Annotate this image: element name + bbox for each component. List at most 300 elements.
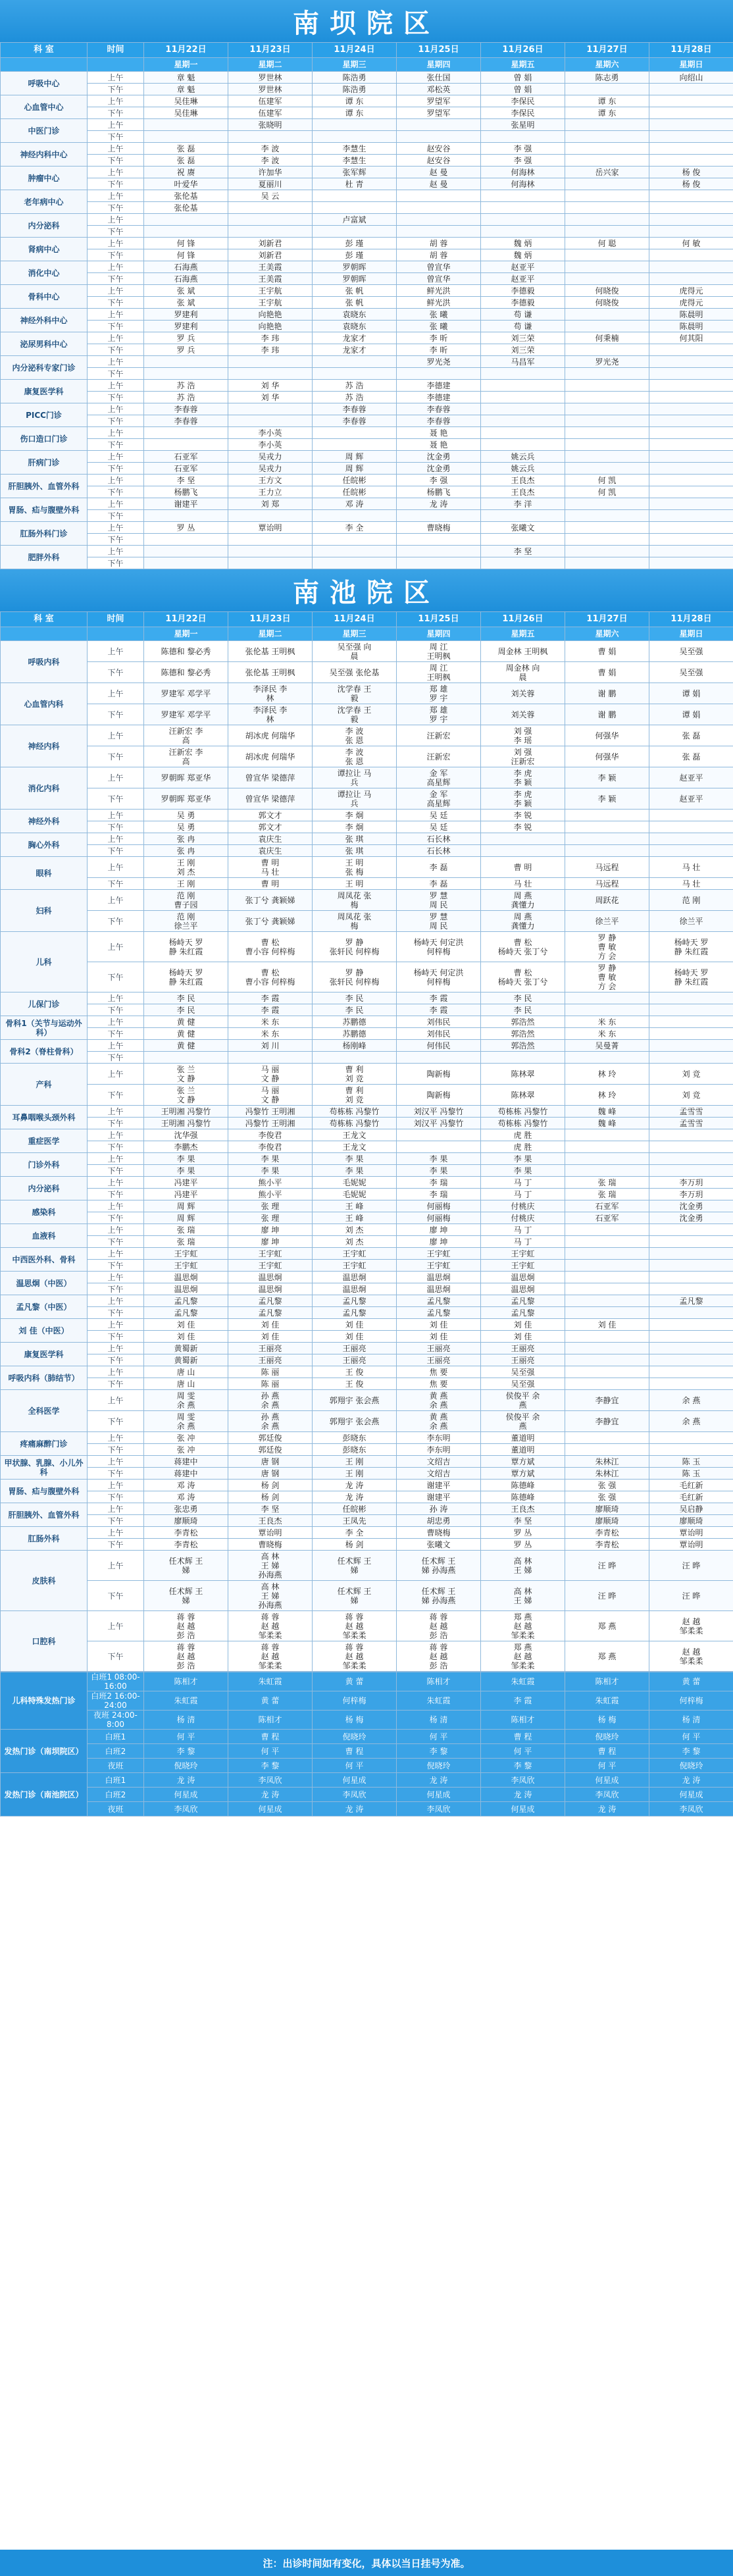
south-row [1, 1307, 733, 1319]
doctor-name: 付桃庆 [511, 1201, 535, 1211]
doctor-name: 杨峙天 何定洪 [413, 937, 464, 947]
south-doctor-cell [649, 857, 733, 878]
doctor-name: 陈 丽 [261, 1367, 280, 1377]
doctor-name: 刘 强 [513, 726, 532, 736]
doctor-name: 何 凯 [597, 475, 617, 485]
north-row [1, 285, 733, 297]
doctor-name: 杨刚峰 [342, 1041, 366, 1050]
south-dept-name: 消化内科 [1, 767, 88, 810]
south-doctor-cell [649, 1064, 733, 1085]
doctor-name: 孟凡黎 [258, 1308, 282, 1318]
south-doctor-cell [313, 1319, 397, 1331]
doctor-name: 李 霞 [261, 993, 280, 1003]
south-doctor-cell [144, 1444, 228, 1456]
doctor-name: 米 东 [597, 1017, 617, 1027]
north-doctor-cell [144, 534, 228, 546]
doctor-name: 李 锐 [513, 822, 532, 832]
north-doctor-cell [313, 131, 397, 143]
doctor-name: 毛妮妮 [342, 1189, 366, 1199]
south-row [1, 1016, 733, 1028]
south-doctor-cell [397, 1468, 481, 1480]
south-doctor-cell [313, 1378, 397, 1390]
doctor-name: 张 强 [597, 1492, 617, 1502]
north-row [1, 226, 733, 238]
doctor-name: 金 军 [429, 768, 448, 778]
doctor-name: 张轩民 何梓梅 [329, 977, 380, 987]
south-doctor-cell [397, 1212, 481, 1224]
north-doctor-cell [228, 309, 313, 321]
doctor-name: 王宇虹 [511, 1260, 535, 1270]
doctor-name: 温思炯 [342, 1284, 366, 1294]
north-doctor-cell [313, 297, 397, 309]
doctor-name: 冯建平 [174, 1177, 198, 1187]
doctor-name: 王 娣 [261, 1591, 280, 1601]
doctor-name: 曹 程 [261, 1732, 280, 1741]
doctor-name: 郭廷俊 [258, 1433, 282, 1443]
south-doctor-cell [397, 1527, 481, 1539]
doctor-name: 刘 竞 [345, 1073, 364, 1083]
north-doctor-cell [481, 285, 565, 297]
south-doctor-cell [565, 1307, 649, 1319]
doctor-name: 晨 [518, 672, 527, 682]
south-doctor-cell [565, 911, 649, 932]
south-row [1, 1189, 733, 1200]
north-doctor-cell [228, 510, 313, 522]
doctor-name: 李万玥 [679, 1189, 703, 1199]
south-doctor-cell [649, 1085, 733, 1106]
doctor-name: 李 果 [429, 1154, 448, 1164]
north-doctor-cell [228, 155, 313, 167]
doctor-name: 杨 剑 [261, 1492, 280, 1502]
fever-doctor-cell [313, 1802, 397, 1816]
north-doctor-cell [649, 344, 733, 356]
south-row [1, 1611, 733, 1641]
south-doctor-cell [565, 1028, 649, 1040]
north-doctor-cell [565, 273, 649, 285]
fever-row [1, 1711, 733, 1730]
doctor-name: 李 果 [513, 1154, 532, 1164]
south-doctor-cell [228, 857, 313, 878]
doctor-name: 龙 涛 [261, 1790, 280, 1799]
doctor-name: 虎 胜 [513, 1130, 532, 1140]
doctor-name: 罗光尧 [426, 357, 451, 367]
doctor-name: 汪新宏 李 [168, 747, 203, 757]
doctor-name: 张 冲 [176, 1433, 195, 1443]
doctor-name: 金 军 [429, 789, 448, 799]
south-doctor-cell [481, 1527, 565, 1539]
north-doctor-cell [481, 119, 565, 131]
south-doctor-cell [313, 1236, 397, 1248]
north-doctor-cell [565, 119, 649, 131]
north-row [1, 546, 733, 557]
south-doctor-cell [144, 1141, 228, 1153]
north-doctor-cell [228, 285, 313, 297]
doctor-name: 文绍吉 [426, 1456, 451, 1466]
south-doctor-cell [481, 1118, 565, 1129]
south-doctor-cell [649, 1177, 733, 1189]
south-doctor-cell [565, 1390, 649, 1411]
north-doctor-cell [649, 309, 733, 321]
fever-doctor-cell [228, 1744, 313, 1759]
south-doctor-cell [397, 1064, 481, 1085]
south-doctor-cell [397, 1085, 481, 1106]
north-doctor-cell [397, 309, 481, 321]
south-doctor-cell [313, 767, 397, 788]
south-time-slot: 上午 [88, 1480, 144, 1491]
south-row [1, 1456, 733, 1468]
south-doctor-cell [481, 1189, 565, 1200]
doctor-name: 曾 娟 [513, 72, 532, 82]
north-doctor-cell [649, 392, 733, 403]
south-dept-name: 妇科 [1, 890, 88, 932]
north-doctor-cell [565, 297, 649, 309]
south-doctor-cell [144, 1390, 228, 1411]
south-doctor-cell [565, 1153, 649, 1165]
south-time-slot: 下午 [88, 1052, 144, 1064]
south-header-date: 11月26日 [481, 612, 565, 627]
fever-doctor-cell [228, 1711, 313, 1730]
north-doctor-cell [144, 380, 228, 392]
doctor-name: 马远程 [595, 862, 619, 872]
doctor-name: 罗 慧 [429, 890, 448, 900]
doctor-name: 周 江 [429, 663, 448, 673]
south-doctor-cell [228, 1551, 313, 1581]
south-doctor-cell [144, 1343, 228, 1354]
north-doctor-cell [481, 415, 565, 427]
south-doctor-cell [313, 683, 397, 704]
north-header-date: 11月25日 [397, 43, 481, 58]
north-doctor-cell [397, 202, 481, 214]
doctor-name: 杨峙天 罗 [674, 967, 709, 977]
south-doctor-cell [481, 1212, 565, 1224]
doctor-name: 汪新宏 [426, 731, 451, 740]
doctor-name: 王 俊 [345, 1379, 364, 1389]
doctor-name: 刘三荣 [511, 333, 535, 343]
doctor-name: 高 [182, 735, 190, 745]
north-time-slot: 下午 [88, 107, 144, 119]
north-time-slot: 上午 [88, 356, 144, 368]
south-doctor-cell [397, 1016, 481, 1028]
north-doctor-cell [649, 415, 733, 427]
south-doctor-cell [565, 1189, 649, 1200]
north-doctor-cell [144, 167, 228, 178]
south-doctor-cell [313, 1539, 397, 1551]
doctor-name: 刘 竞 [682, 1090, 701, 1100]
south-doctor-cell [228, 833, 313, 845]
doctor-name: 李 果 [429, 1166, 448, 1175]
south-doctor-cell [313, 1141, 397, 1153]
south-doctor-cell [481, 1551, 565, 1581]
doctor-name: 倪晓玲 [679, 1761, 703, 1770]
doctor-name: 张 斌 [176, 297, 195, 307]
south-doctor-cell [144, 1064, 228, 1085]
south-doctor-cell [481, 1260, 565, 1272]
doctor-name: 李东明 [426, 1433, 451, 1443]
doctor-name: 陶新梅 [426, 1069, 451, 1079]
south-doctor-cell [313, 821, 397, 833]
north-doctor-cell [481, 475, 565, 486]
doctor-name: 任术辉 王 [421, 1556, 456, 1566]
south-time-slot: 下午 [88, 788, 144, 810]
doctor-name: 罗 兵 [176, 345, 195, 355]
south-doctor-cell [313, 992, 397, 1004]
south-doctor-cell [481, 1581, 565, 1611]
north-time-slot: 上午 [88, 238, 144, 249]
south-doctor-cell [649, 1153, 733, 1165]
north-doctor-cell [313, 463, 397, 475]
doctor-name: 王 俊 [345, 1367, 364, 1377]
doctor-name: 赵亚平 [679, 773, 703, 783]
doctor-name: 胡 蓉 [429, 250, 448, 260]
doctor-name: 李春蓉 [342, 416, 366, 426]
doctor-name: 赵亚平 [511, 274, 535, 284]
doctor-name: 罗建利 [174, 309, 198, 319]
south-doctor-cell [144, 683, 228, 704]
doctor-name: 谭 东 [345, 108, 364, 118]
south-doctor-cell [397, 1052, 481, 1064]
doctor-name: 罗 静 [345, 937, 364, 947]
south-row [1, 1491, 733, 1503]
doctor-name: 陈相才 [426, 1677, 451, 1686]
fever-doctor-cell [481, 1672, 565, 1691]
south-time-slot: 下午 [88, 845, 144, 857]
south-time-slot: 上午 [88, 1366, 144, 1378]
north-doctor-cell [649, 534, 733, 546]
doctor-name: 吴 廷 [429, 810, 448, 820]
north-doctor-cell [649, 178, 733, 190]
north-doctor-cell [397, 498, 481, 510]
south-doctor-cell [228, 932, 313, 962]
doctor-name: 邹柔柔 [258, 1630, 282, 1640]
doctor-name: 付桃庆 [511, 1213, 535, 1223]
south-doctor-cell [397, 1343, 481, 1354]
south-doctor-cell [397, 962, 481, 992]
doctor-name: 任术辉 王 [168, 1556, 203, 1566]
doctor-name: 汪新宏 [511, 756, 535, 766]
south-doctor-cell [144, 1106, 228, 1118]
doctor-name: 冯黎竹 王明湘 [245, 1106, 295, 1116]
north-row [1, 380, 733, 392]
south-doctor-cell [397, 890, 481, 911]
south-header-date: 11月25日 [397, 612, 481, 627]
doctor-name: 吴 勇 [176, 810, 195, 820]
doctor-name: 娣 [182, 1595, 190, 1605]
doctor-name: 沈金勇 [426, 463, 451, 473]
doctor-name: 娣 [182, 1565, 190, 1575]
south-doctor-cell [313, 1295, 397, 1307]
south-doctor-cell [649, 890, 733, 911]
doctor-name: 刘 竞 [682, 1069, 701, 1079]
south-doctor-cell [565, 1224, 649, 1236]
doctor-name: 曹 利 [345, 1064, 364, 1074]
doctor-name: 陈晨明 [679, 321, 703, 331]
south-doctor-cell [565, 1200, 649, 1212]
fever-doctor-cell [228, 1788, 313, 1802]
south-doctor-cell [397, 1539, 481, 1551]
south-doctor-cell [649, 1444, 733, 1456]
north-header-blank [1, 58, 88, 72]
south-time-slot: 下午 [88, 1028, 144, 1040]
south-doctor-cell [565, 1378, 649, 1390]
south-time-slot: 下午 [88, 1411, 144, 1432]
doctor-name: 许加华 [258, 167, 282, 177]
north-doctor-cell [565, 522, 649, 534]
south-time-slot: 上午 [88, 1200, 144, 1212]
doctor-name: 虎得元 [679, 286, 703, 296]
doctor-name: 魏 炳 [513, 250, 532, 260]
doctor-name: 吴至强 向 [337, 642, 372, 652]
south-doctor-cell [144, 1456, 228, 1468]
south-time-slot: 上午 [88, 1040, 144, 1052]
fever-row [1, 1802, 733, 1816]
south-row [1, 1118, 733, 1129]
doctor-name: 李鹏杰 [174, 1142, 198, 1152]
north-doctor-cell [144, 214, 228, 226]
south-doctor-cell [565, 1236, 649, 1248]
north-doctor-cell [397, 392, 481, 403]
north-doctor-cell [565, 131, 649, 143]
north-time-slot: 上午 [88, 261, 144, 273]
south-doctor-cell [649, 1331, 733, 1343]
south-time-slot: 上午 [88, 1390, 144, 1411]
south-doctor-cell [481, 1004, 565, 1016]
south-doctor-cell [649, 1551, 733, 1581]
north-doctor-cell [481, 522, 565, 534]
north-doctor-cell [144, 403, 228, 415]
south-doctor-cell [649, 1378, 733, 1390]
doctor-name: 周 江 [429, 642, 448, 652]
north-doctor-cell [649, 131, 733, 143]
north-dept-name: 肛肠外科门诊 [1, 522, 88, 546]
doctor-name: 李 颖 [597, 794, 617, 804]
doctor-name: 何丽梅 [426, 1213, 451, 1223]
south-doctor-cell [144, 857, 228, 878]
doctor-name: 夏丽川 [258, 179, 282, 189]
doctor-name: 石海燕 [174, 262, 198, 272]
fever-doctor-cell [649, 1672, 733, 1691]
south-doctor-cell [228, 1343, 313, 1354]
doctor-name: 苟 谦 [513, 321, 532, 331]
south-row [1, 1444, 733, 1456]
south-doctor-cell [144, 1283, 228, 1295]
fever-doctor-cell [228, 1759, 313, 1773]
north-doctor-cell [397, 332, 481, 344]
north-header-weekday: 星期日 [649, 58, 733, 72]
doctor-name: 苏鹏德 [342, 1017, 366, 1027]
north-time-slot: 上午 [88, 498, 144, 510]
south-doctor-cell [228, 1085, 313, 1106]
fever-doctor-cell [481, 1744, 565, 1759]
south-doctor-cell [313, 1177, 397, 1189]
south-doctor-cell [649, 1283, 733, 1295]
doctor-name: 刘 佳 [261, 1331, 280, 1341]
north-doctor-cell [228, 427, 313, 439]
doctor-name: 郑 雄 [429, 684, 448, 694]
south-doctor-cell [649, 725, 733, 746]
north-row [1, 344, 733, 356]
doctor-name: 蒋 蓉 [429, 1642, 448, 1652]
doctor-name: 郭浩然 [511, 1017, 535, 1027]
south-doctor-cell [481, 1224, 565, 1236]
doctor-name: 王 明 [345, 879, 364, 889]
fever-doctor-cell [649, 1788, 733, 1802]
south-doctor-cell [649, 1200, 733, 1212]
north-doctor-cell [649, 475, 733, 486]
doctor-name: 马 丁 [513, 1225, 532, 1235]
doctor-name: 周凤花 张 [337, 912, 372, 921]
fever-doctor-cell [144, 1773, 228, 1788]
doctor-name: 苏 浩 [345, 392, 364, 402]
fever-doctor-cell [144, 1802, 228, 1816]
south-doctor-cell [565, 767, 649, 788]
south-row [1, 845, 733, 857]
south-doctor-cell [313, 1503, 397, 1515]
north-doctor-cell [481, 309, 565, 321]
doctor-name: 孙 燕 [261, 1391, 280, 1401]
doctor-name: 熊小平 [258, 1177, 282, 1187]
south-doctor-cell [481, 1141, 565, 1153]
doctor-name: 温思炯 [426, 1272, 451, 1282]
doctor-name: 王丽亮 [342, 1343, 366, 1353]
north-doctor-cell [649, 463, 733, 475]
north-doctor-cell [144, 95, 228, 107]
doctor-name: 李 昕 [429, 345, 448, 355]
north-dept-name: 肿瘤中心 [1, 167, 88, 190]
north-doctor-cell [144, 332, 228, 344]
north-doctor-cell [565, 167, 649, 178]
doctor-name: 郑 燕 [513, 1642, 532, 1652]
north-doctor-cell [313, 167, 397, 178]
north-doctor-cell [397, 380, 481, 392]
south-doctor-cell [481, 1331, 565, 1343]
north-doctor-cell [481, 95, 565, 107]
doctor-name: 李东明 [426, 1445, 451, 1455]
south-doctor-cell [313, 857, 397, 878]
north-doctor-cell [565, 155, 649, 167]
north-row [1, 190, 733, 202]
north-doctor-cell [565, 285, 649, 297]
doctor-name: 汪 晔 [682, 1591, 701, 1601]
north-doctor-cell [649, 546, 733, 557]
doctor-name: 何星成 [426, 1790, 451, 1799]
north-doctor-cell [397, 178, 481, 190]
south-doctor-cell [397, 1480, 481, 1491]
north-time-slot: 下午 [88, 534, 144, 546]
doctor-name: 静 朱红霞 [674, 977, 709, 987]
doctor-name: 黄 蕾 [261, 1696, 280, 1705]
south-time-slot: 上午 [88, 1272, 144, 1283]
south-doctor-cell [313, 1004, 397, 1016]
south-row [1, 932, 733, 962]
doctor-name: 石长林 [426, 834, 451, 844]
south-row [1, 1581, 733, 1611]
doctor-name: 张丁兮 龚颖娣 [245, 916, 295, 926]
doctor-name: 曹 程 [597, 1746, 617, 1756]
south-time-slot: 下午 [88, 1141, 144, 1153]
south-doctor-cell [649, 810, 733, 821]
south-doctor-cell [481, 1491, 565, 1503]
doctor-name: 沈学春 王 [337, 684, 372, 694]
north-row [1, 167, 733, 178]
north-doctor-cell [397, 356, 481, 368]
north-doctor-cell [313, 546, 397, 557]
doctor-name: 龙 涛 [345, 1480, 364, 1490]
doctor-name: 黄 健 [176, 1041, 195, 1050]
south-doctor-cell [397, 845, 481, 857]
fever-row [1, 1744, 733, 1759]
north-doctor-cell [313, 95, 397, 107]
fever-doctor-cell [565, 1711, 649, 1730]
